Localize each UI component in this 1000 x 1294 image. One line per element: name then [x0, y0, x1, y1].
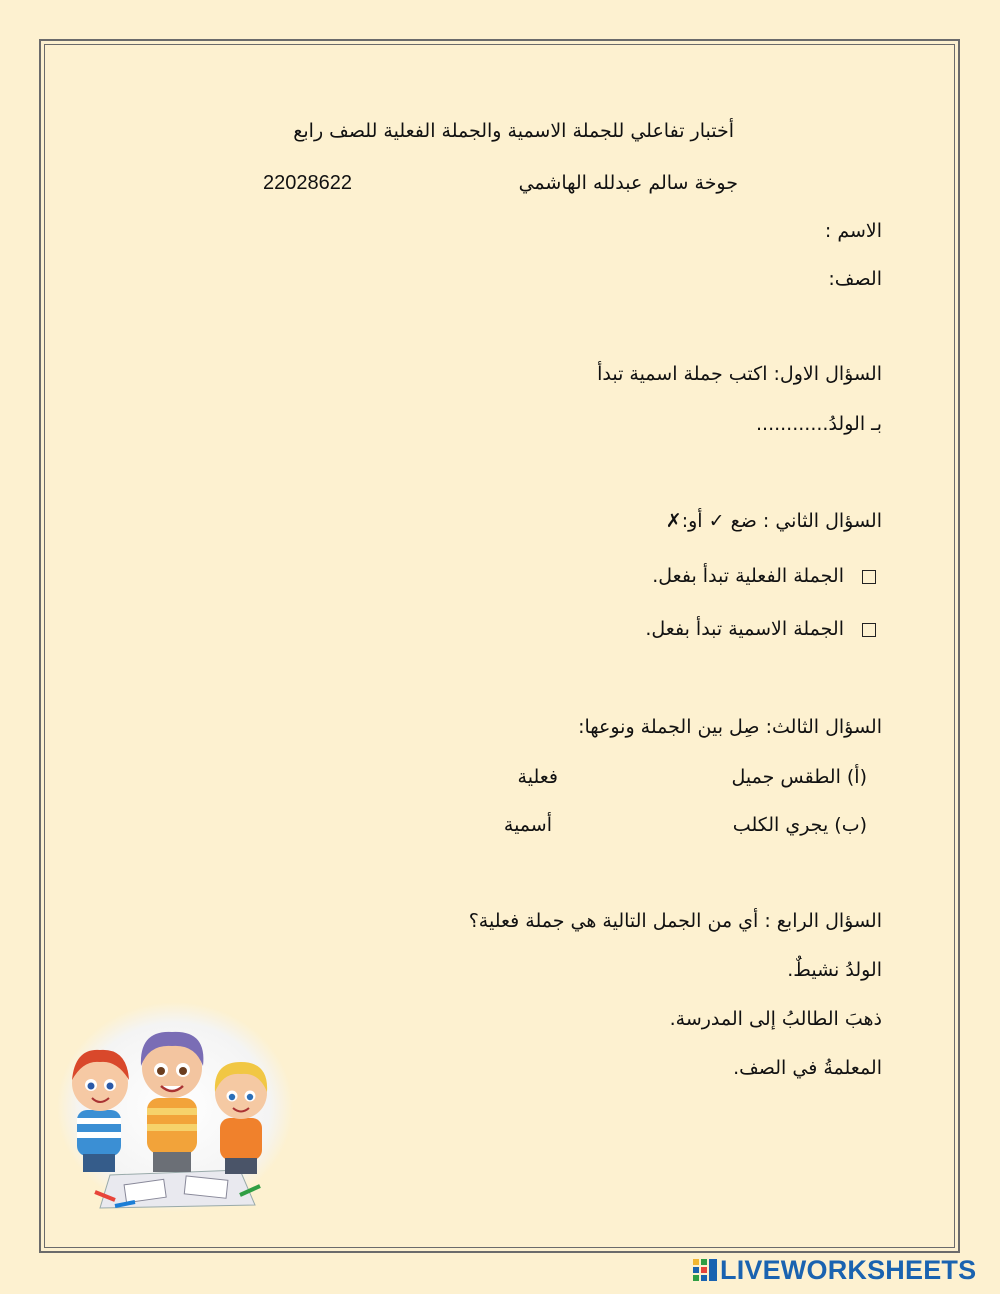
match-sentence-a[interactable]: (أ) الطقس جميل — [731, 766, 867, 788]
match-sentence-b[interactable]: (ب) يجري الكلب — [732, 814, 867, 836]
liveworksheets-logo-icon — [692, 1257, 718, 1283]
worksheet-title: أختبار تفاعلي للجملة الاسمية والجملة الفعلية للصف رابع — [293, 120, 734, 142]
match-type-1[interactable]: فعلية — [517, 766, 558, 788]
check-mark-icon: ✓ — [708, 510, 725, 532]
liveworksheets-brand[interactable] — [692, 1255, 976, 1285]
question-1-prompt: السؤال الاول: اكتب جملة اسمية تبدأ — [597, 363, 882, 385]
class-field-label: الصف: — [828, 268, 882, 290]
question-4-option[interactable]: ذهبَ الطالبُ إلى المدرسة. — [669, 1008, 882, 1030]
name-field-label: الاسم : — [824, 220, 882, 242]
author-name: جوخة سالم عبدلله الهاشمي — [518, 172, 738, 194]
question-1-starter[interactable]: بـ الولدُ............ — [755, 413, 882, 435]
or-text: أو: — [681, 510, 703, 532]
brand-name: LIVEWORKSHEETS — [720, 1255, 977, 1285]
answer-checkbox[interactable] — [862, 623, 876, 637]
student-id: 22028622 — [263, 172, 352, 194]
question-2-item-text: الجملة الاسمية تبدأ بفعل. — [645, 618, 844, 640]
question-2-prompt-text: السؤال الثاني : ضع — [730, 510, 882, 532]
question-2-item-text: الجملة الفعلية تبدأ بفعل. — [652, 565, 844, 587]
question-2-item — [652, 564, 876, 588]
question-3-prompt: السؤال الثالث: صِل بين الجملة ونوعها: — [578, 716, 882, 738]
question-4-prompt: السؤال الرابع : أي من الجمل التالية هي جملة فعلية؟ — [468, 910, 882, 932]
question-2-item — [645, 617, 876, 641]
cross-mark-icon: ✗ — [665, 510, 682, 532]
question-4-option[interactable]: الولدُ نشيطٌ. — [787, 959, 882, 981]
children-drawing-illustration — [55, 1000, 295, 1215]
question-4-option[interactable]: المعلمةُ في الصف. — [733, 1057, 882, 1079]
answer-checkbox[interactable] — [862, 570, 876, 584]
match-type-2[interactable]: أسمية — [503, 814, 552, 836]
question-2-prompt — [666, 509, 882, 533]
